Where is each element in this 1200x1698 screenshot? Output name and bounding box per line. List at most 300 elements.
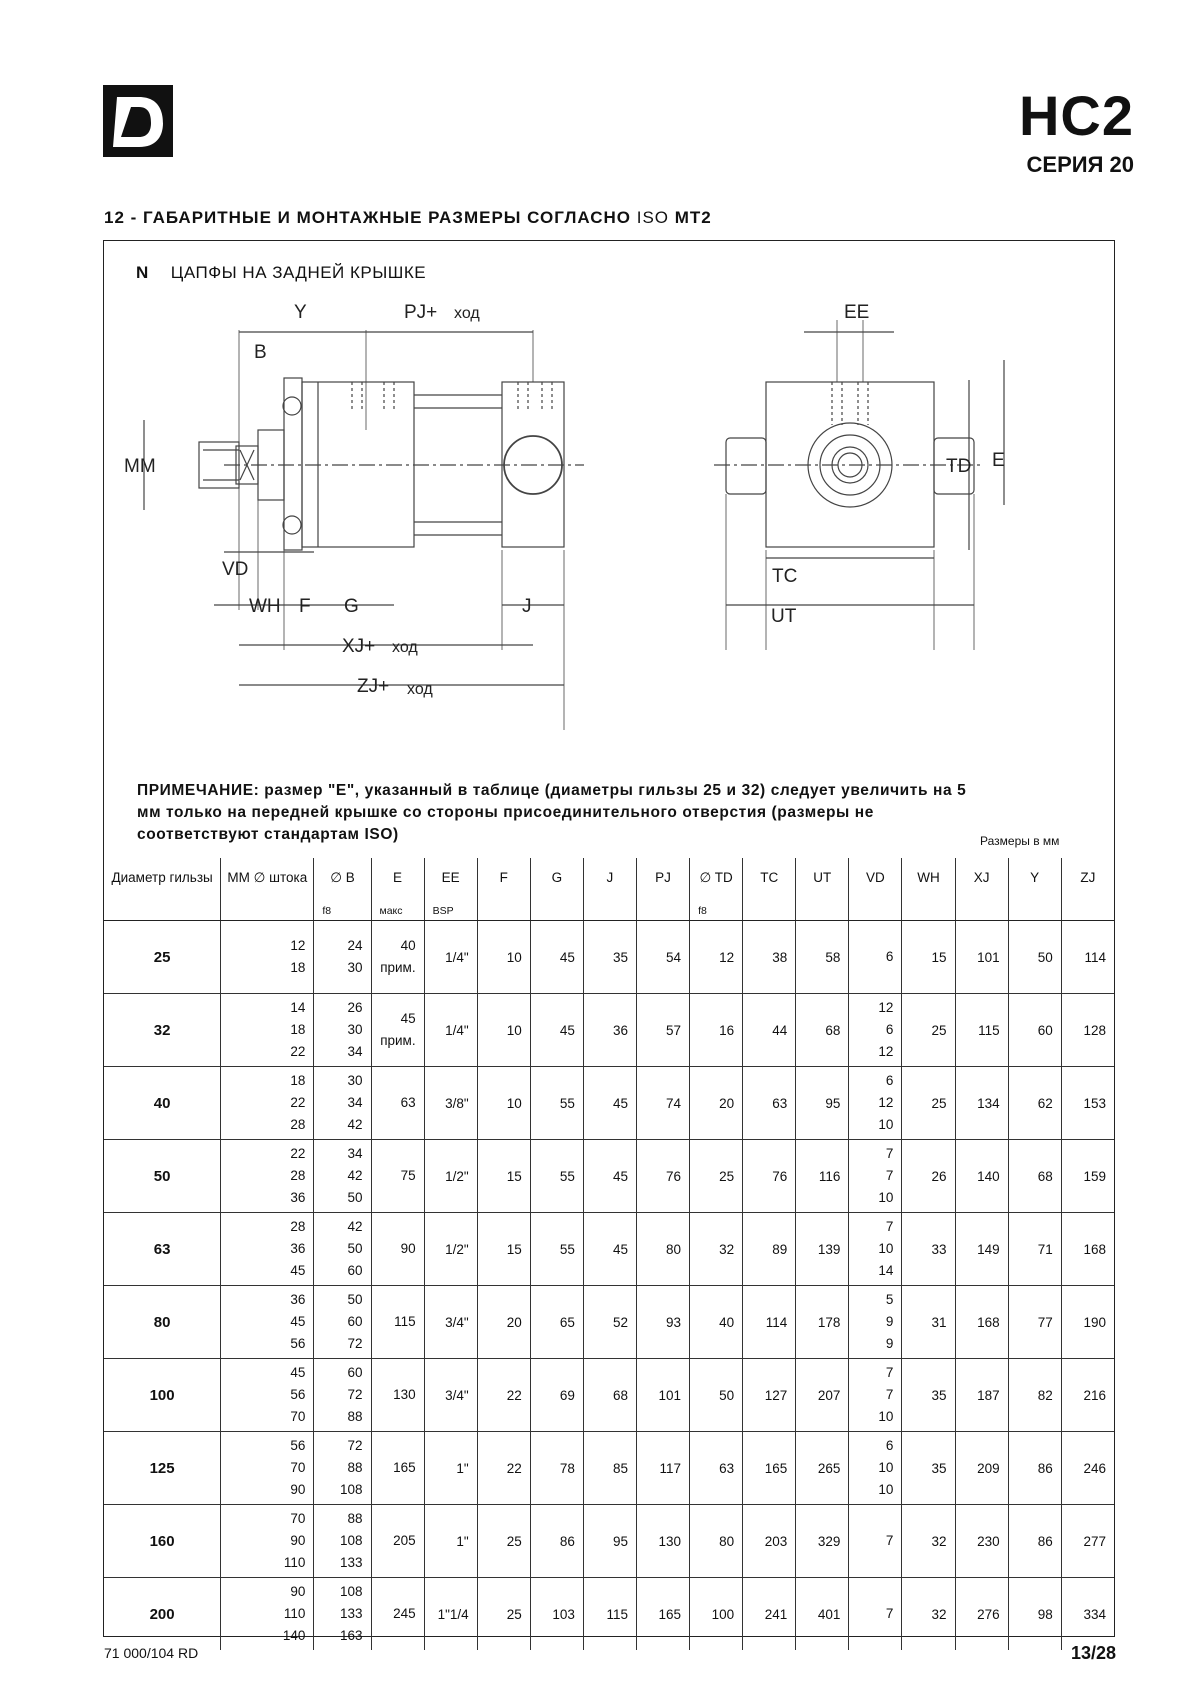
cell-line: 12 — [878, 1044, 894, 1059]
cell-vd — [849, 1505, 902, 1578]
label-pj-hod: ход — [454, 305, 480, 322]
cell-line: 7 — [885, 1533, 894, 1548]
cell-td: 40 — [690, 1286, 743, 1359]
cell-line: 63 — [400, 1095, 416, 1110]
column-header-label: XJ — [973, 870, 990, 885]
cell-mm — [221, 1213, 314, 1286]
cell-g: 103 — [530, 1578, 583, 1651]
company-logo — [103, 85, 173, 157]
cell-bore: 25 — [104, 921, 221, 994]
cell-line: 205 — [393, 1533, 416, 1548]
cell-tc: 44 — [743, 994, 796, 1067]
cell-xj: 140 — [955, 1140, 1008, 1213]
cell-y: 60 — [1008, 994, 1061, 1067]
cell-line: 110 — [283, 1606, 306, 1621]
cell-j: 45 — [583, 1067, 636, 1140]
cell-line: 7 — [885, 1219, 894, 1234]
cell-td: 25 — [690, 1140, 743, 1213]
cell-vd — [849, 1359, 902, 1432]
cell-line: 70 — [290, 1409, 306, 1424]
cell-wh: 35 — [902, 1432, 955, 1505]
cell-line: 88 — [347, 1511, 363, 1526]
cell-line: 36 — [290, 1292, 306, 1307]
cell-f: 10 — [477, 1067, 530, 1140]
cell-line: 7 — [885, 1387, 894, 1402]
cell-line: 45 — [400, 1011, 416, 1026]
label-pj: PJ+ — [404, 302, 438, 323]
cell-ut: 178 — [796, 1286, 849, 1359]
cell-zj: 114 — [1061, 921, 1114, 994]
cell-f: 25 — [477, 1578, 530, 1651]
cell-xj: 276 — [955, 1578, 1008, 1651]
cell-e — [371, 994, 424, 1067]
cell-line: 12 — [878, 1000, 894, 1015]
cell-vd — [849, 1286, 902, 1359]
cell-line: 72 — [347, 1387, 363, 1402]
cell-line: 60 — [347, 1365, 363, 1380]
cell-wh: 25 — [902, 994, 955, 1067]
cell-line: 9 — [885, 1314, 894, 1329]
cell-td: 80 — [690, 1505, 743, 1578]
cell-f: 15 — [477, 1213, 530, 1286]
series-title: HC2 — [1018, 84, 1134, 147]
cell-mm — [221, 921, 314, 994]
cell-e — [371, 1140, 424, 1213]
cell-f: 15 — [477, 1140, 530, 1213]
variant-label: ЦАПФЫ НА ЗАДНЕЙ КРЫШКЕ — [170, 263, 427, 282]
cell-j: 45 — [583, 1213, 636, 1286]
dimensions-table — [104, 858, 1114, 1650]
cell-bore: 63 — [104, 1213, 221, 1286]
cell-pj: 165 — [636, 1578, 689, 1651]
cell-xj: 101 — [955, 921, 1008, 994]
column-header-sublabel: BSP — [432, 905, 454, 917]
cell-line: 34 — [347, 1044, 363, 1059]
cell-ut: 329 — [796, 1505, 849, 1578]
cell-ut: 207 — [796, 1359, 849, 1432]
cell-y: 86 — [1008, 1505, 1061, 1578]
cell-bore: 80 — [104, 1286, 221, 1359]
note-text: ПРИМЕЧАНИЕ: размер "E", указанный в таблице (диаметры гильзы 25 и 32) следует увеличить на 5 мм только на передней крышке со стороны присоединительного отверстия (размеры не соответствуют стандартам ISO) — [137, 782, 967, 843]
column-header-label: Y — [1030, 870, 1040, 885]
cell-g: 65 — [530, 1286, 583, 1359]
cell-line: 50 — [347, 1241, 363, 1256]
cell-b — [314, 1432, 371, 1505]
column-header — [371, 858, 424, 921]
column-header-label: ZJ — [1080, 870, 1096, 885]
cell-td: 16 — [690, 994, 743, 1067]
cell-j: 35 — [583, 921, 636, 994]
cell-ee: 1" — [424, 1432, 477, 1505]
cell-line: 60 — [347, 1314, 363, 1329]
cell-g: 78 — [530, 1432, 583, 1505]
column-header-label: G — [551, 870, 563, 885]
cell-line: 7 — [885, 1365, 894, 1380]
table-row — [104, 1067, 1114, 1140]
variant-heading — [136, 263, 426, 283]
table-row — [104, 1140, 1114, 1213]
cell-line: 165 — [393, 1460, 416, 1475]
cell-line: 108 — [339, 1584, 363, 1599]
cell-line: 70 — [290, 1460, 306, 1475]
cell-zj: 334 — [1061, 1578, 1114, 1651]
cell-line: 9 — [885, 1336, 894, 1351]
cell-line: 18 — [290, 1073, 306, 1088]
cell-mm — [221, 1432, 314, 1505]
column-header — [583, 858, 636, 921]
cell-g: 55 — [530, 1213, 583, 1286]
column-header-label: E — [393, 870, 403, 885]
cell-line: 130 — [393, 1387, 416, 1402]
cell-wh: 35 — [902, 1359, 955, 1432]
cell-b — [314, 1140, 371, 1213]
cell-pj: 101 — [636, 1359, 689, 1432]
table-row — [104, 1286, 1114, 1359]
cell-ut: 95 — [796, 1067, 849, 1140]
cell-tc: 38 — [743, 921, 796, 994]
cell-line: 163 — [339, 1628, 363, 1643]
label-ee: EE — [844, 302, 870, 323]
cell-vd — [849, 1213, 902, 1286]
cell-wh: 33 — [902, 1213, 955, 1286]
cell-line: 30 — [347, 1022, 363, 1037]
cell-f: 10 — [477, 994, 530, 1067]
cell-b — [314, 1067, 371, 1140]
cell-line: 140 — [282, 1628, 306, 1643]
cell-line: 45 — [290, 1314, 306, 1329]
cell-bore: 50 — [104, 1140, 221, 1213]
cell-tc: 114 — [743, 1286, 796, 1359]
cell-y: 62 — [1008, 1067, 1061, 1140]
cell-line: 42 — [347, 1168, 363, 1183]
cell-line: 10 — [878, 1117, 894, 1132]
cell-line: 7 — [885, 1146, 894, 1161]
cell-line: 24 — [347, 938, 363, 953]
cell-y: 98 — [1008, 1578, 1061, 1651]
cell-line: 6 — [885, 1073, 894, 1088]
cell-vd — [849, 1067, 902, 1140]
label-ut: UT — [771, 606, 797, 627]
cell-line: 12 — [878, 1095, 894, 1110]
cell-f: 22 — [477, 1432, 530, 1505]
cell-line: 6 — [885, 1022, 894, 1037]
cell-e — [371, 1505, 424, 1578]
column-header — [690, 858, 743, 921]
cell-line: 72 — [347, 1438, 363, 1453]
cell-line: 36 — [290, 1190, 306, 1205]
table-row — [104, 1213, 1114, 1286]
cell-j: 95 — [583, 1505, 636, 1578]
cell-line: 28 — [290, 1168, 306, 1183]
column-header-label: UT — [813, 870, 832, 885]
cell-line: 42 — [347, 1219, 363, 1234]
cell-wh: 32 — [902, 1578, 955, 1651]
column-header-sublabel: макс — [379, 905, 403, 917]
table-row — [104, 1578, 1114, 1651]
cell-pj: 74 — [636, 1067, 689, 1140]
cell-line: 22 — [290, 1095, 306, 1110]
cell-line: 90 — [290, 1584, 306, 1599]
cell-line: 28 — [290, 1219, 306, 1234]
table-row — [104, 921, 1114, 994]
cell-f: 25 — [477, 1505, 530, 1578]
cell-mm — [221, 994, 314, 1067]
column-header-label: Диаметр гильзы — [111, 870, 213, 885]
label-xj: XJ+ — [342, 636, 376, 657]
cell-e — [371, 1359, 424, 1432]
cell-line: 18 — [290, 1022, 306, 1037]
cell-line: 115 — [394, 1314, 416, 1329]
cell-zj: 216 — [1061, 1359, 1114, 1432]
cell-line: 10 — [878, 1460, 894, 1475]
cell-xj: 168 — [955, 1286, 1008, 1359]
cell-line: 10 — [878, 1190, 894, 1205]
column-header-label: TC — [760, 870, 779, 885]
cell-line: 108 — [339, 1533, 363, 1548]
cell-ut: 68 — [796, 994, 849, 1067]
label-zj-hod: ход — [407, 681, 433, 698]
cell-j: 115 — [583, 1578, 636, 1651]
cell-line: 5 — [885, 1292, 894, 1307]
page-number: 13/28 — [1070, 1643, 1116, 1663]
cell-line: 7 — [885, 1168, 894, 1183]
cell-wh: 25 — [902, 1067, 955, 1140]
cell-ut: 401 — [796, 1578, 849, 1651]
cell-xj: 115 — [955, 994, 1008, 1067]
column-header-label: WH — [917, 870, 940, 885]
series-subtitle: СЕРИЯ 20 — [1026, 152, 1134, 177]
cell-wh: 26 — [902, 1140, 955, 1213]
cell-pj: 57 — [636, 994, 689, 1067]
cell-f: 20 — [477, 1286, 530, 1359]
cell-j: 85 — [583, 1432, 636, 1505]
cell-g: 69 — [530, 1359, 583, 1432]
cell-ee: 1"1/4 — [424, 1578, 477, 1651]
column-header — [955, 858, 1008, 921]
cell-bore: 125 — [104, 1432, 221, 1505]
cell-line: 108 — [339, 1482, 363, 1497]
cell-td: 50 — [690, 1359, 743, 1432]
cell-line: 40 — [400, 938, 416, 953]
cell-g: 55 — [530, 1067, 583, 1140]
cell-g: 45 — [530, 994, 583, 1067]
column-header-label: PJ — [655, 870, 671, 885]
cell-line: 56 — [290, 1336, 306, 1351]
cell-zj: 190 — [1061, 1286, 1114, 1359]
cell-tc: 127 — [743, 1359, 796, 1432]
column-header-sublabel: f8 — [698, 905, 707, 917]
cell-b — [314, 1578, 371, 1651]
cell-xj: 209 — [955, 1432, 1008, 1505]
cell-ut: 58 — [796, 921, 849, 994]
cell-line: 7 — [885, 1606, 894, 1621]
cell-line: 14 — [290, 1000, 306, 1015]
table-body — [104, 921, 1114, 1651]
cell-g: 45 — [530, 921, 583, 994]
cell-line: 56 — [290, 1387, 306, 1402]
cell-line: 28 — [290, 1117, 306, 1132]
cell-wh: 15 — [902, 921, 955, 994]
cell-ee: 1/2" — [424, 1213, 477, 1286]
cell-line: 90 — [400, 1241, 416, 1256]
cell-line: 12 — [290, 938, 306, 953]
cell-line: 36 — [290, 1241, 306, 1256]
cell-line: 30 — [347, 960, 363, 975]
column-header — [796, 858, 849, 921]
label-y: Y — [294, 302, 307, 323]
cell-line: 22 — [290, 1146, 306, 1161]
cell-pj: 76 — [636, 1140, 689, 1213]
cell-ee: 1/2" — [424, 1140, 477, 1213]
cell-vd — [849, 1432, 902, 1505]
cell-tc: 165 — [743, 1432, 796, 1505]
column-header-label: ∅ TD — [699, 870, 733, 885]
cell-wh: 32 — [902, 1505, 955, 1578]
units-label: Размеры в мм — [980, 834, 1060, 848]
cell-f: 10 — [477, 921, 530, 994]
section-title: 12 - ГАБАРИТНЫЕ И МОНТАЖНЫЕ РАЗМЕРЫ СОГЛАСНО ISO MT2 — [104, 208, 712, 227]
cell-b — [314, 921, 371, 994]
dimension-drawing — [104, 290, 1114, 750]
cell-line: 60 — [347, 1263, 363, 1278]
column-header — [477, 858, 530, 921]
label-xj-hod: ход — [392, 639, 418, 656]
cell-e — [371, 921, 424, 994]
cell-line: 10 — [878, 1409, 894, 1424]
cell-y: 68 — [1008, 1140, 1061, 1213]
column-header — [424, 858, 477, 921]
cell-pj: 117 — [636, 1432, 689, 1505]
cell-y: 50 — [1008, 921, 1061, 994]
cell-line: 133 — [339, 1555, 363, 1570]
cell-ee: 1/4" — [424, 921, 477, 994]
cell-line: 18 — [290, 960, 306, 975]
cell-bore: 32 — [104, 994, 221, 1067]
cell-bore: 100 — [104, 1359, 221, 1432]
cell-line: 110 — [283, 1555, 306, 1570]
cell-y: 82 — [1008, 1359, 1061, 1432]
table-row — [104, 994, 1114, 1067]
cell-line: 10 — [878, 1482, 894, 1497]
cell-line: 45 — [290, 1263, 306, 1278]
label-b: B — [254, 342, 267, 363]
column-header — [1061, 858, 1114, 921]
cell-line: 45 — [290, 1365, 306, 1380]
cell-line: 133 — [339, 1606, 363, 1621]
cell-td: 100 — [690, 1578, 743, 1651]
cell-vd — [849, 921, 902, 994]
table-row — [104, 1359, 1114, 1432]
cell-tc: 89 — [743, 1213, 796, 1286]
cell-xj: 149 — [955, 1213, 1008, 1286]
cell-zj: 159 — [1061, 1140, 1114, 1213]
cell-line: 14 — [878, 1263, 894, 1278]
cell-pj: 80 — [636, 1213, 689, 1286]
table-header-row — [104, 858, 1114, 921]
cell-b — [314, 1505, 371, 1578]
label-zj: ZJ+ — [357, 676, 390, 697]
cell-line: 50 — [347, 1190, 363, 1205]
cell-ut: 116 — [796, 1140, 849, 1213]
cell-line: прим. — [380, 960, 416, 975]
cell-zj: 153 — [1061, 1067, 1114, 1140]
column-header — [902, 858, 955, 921]
column-header-label: J — [606, 870, 614, 885]
label-j: J — [522, 596, 532, 617]
cell-zj: 128 — [1061, 994, 1114, 1067]
cell-vd — [849, 1578, 902, 1651]
cell-y: 86 — [1008, 1432, 1061, 1505]
cell-line: 70 — [290, 1511, 306, 1526]
cell-b — [314, 994, 371, 1067]
cell-e — [371, 1432, 424, 1505]
cell-y: 77 — [1008, 1286, 1061, 1359]
cell-line: 245 — [393, 1606, 416, 1621]
document-code: 71 000/104 RD — [104, 1645, 199, 1661]
cell-e — [371, 1067, 424, 1140]
label-e: E — [992, 450, 1005, 471]
cell-line: 34 — [347, 1095, 363, 1110]
cell-line: 34 — [347, 1146, 363, 1161]
cell-mm — [221, 1578, 314, 1651]
cell-mm — [221, 1505, 314, 1578]
cell-mm — [221, 1359, 314, 1432]
cell-mm — [221, 1140, 314, 1213]
cell-ee: 3/4" — [424, 1286, 477, 1359]
cell-pj: 54 — [636, 921, 689, 994]
cell-line: 90 — [290, 1482, 306, 1497]
cell-td: 32 — [690, 1213, 743, 1286]
cell-td: 12 — [690, 921, 743, 994]
label-g: G — [344, 596, 359, 617]
cell-xj: 230 — [955, 1505, 1008, 1578]
cell-f: 22 — [477, 1359, 530, 1432]
label-f: F — [299, 596, 311, 617]
cell-b — [314, 1213, 371, 1286]
column-header-label: VD — [866, 870, 885, 885]
cell-tc: 76 — [743, 1140, 796, 1213]
cell-b — [314, 1286, 371, 1359]
cell-line: 6 — [885, 949, 894, 964]
cell-y: 71 — [1008, 1213, 1061, 1286]
column-header-sublabel: f8 — [322, 905, 332, 917]
cell-td: 20 — [690, 1067, 743, 1140]
cell-tc: 63 — [743, 1067, 796, 1140]
cell-line: прим. — [380, 1033, 416, 1048]
cell-e — [371, 1213, 424, 1286]
cell-j: 36 — [583, 994, 636, 1067]
cell-e — [371, 1286, 424, 1359]
cell-vd — [849, 1140, 902, 1213]
cell-zj: 277 — [1061, 1505, 1114, 1578]
label-td: TD — [946, 456, 972, 477]
variant-letter: N — [136, 263, 149, 282]
cell-pj: 130 — [636, 1505, 689, 1578]
cell-xj: 134 — [955, 1067, 1008, 1140]
cell-ee: 1/4" — [424, 994, 477, 1067]
cell-line: 6 — [885, 1438, 894, 1453]
column-header — [221, 858, 314, 921]
cell-line: 88 — [347, 1409, 363, 1424]
cell-line: 90 — [290, 1533, 306, 1548]
cell-line: 56 — [290, 1438, 306, 1453]
cell-e — [371, 1578, 424, 1651]
cell-ut: 265 — [796, 1432, 849, 1505]
cell-zj: 168 — [1061, 1213, 1114, 1286]
cell-mm — [221, 1286, 314, 1359]
cell-wh: 31 — [902, 1286, 955, 1359]
column-header-label: F — [499, 870, 508, 885]
